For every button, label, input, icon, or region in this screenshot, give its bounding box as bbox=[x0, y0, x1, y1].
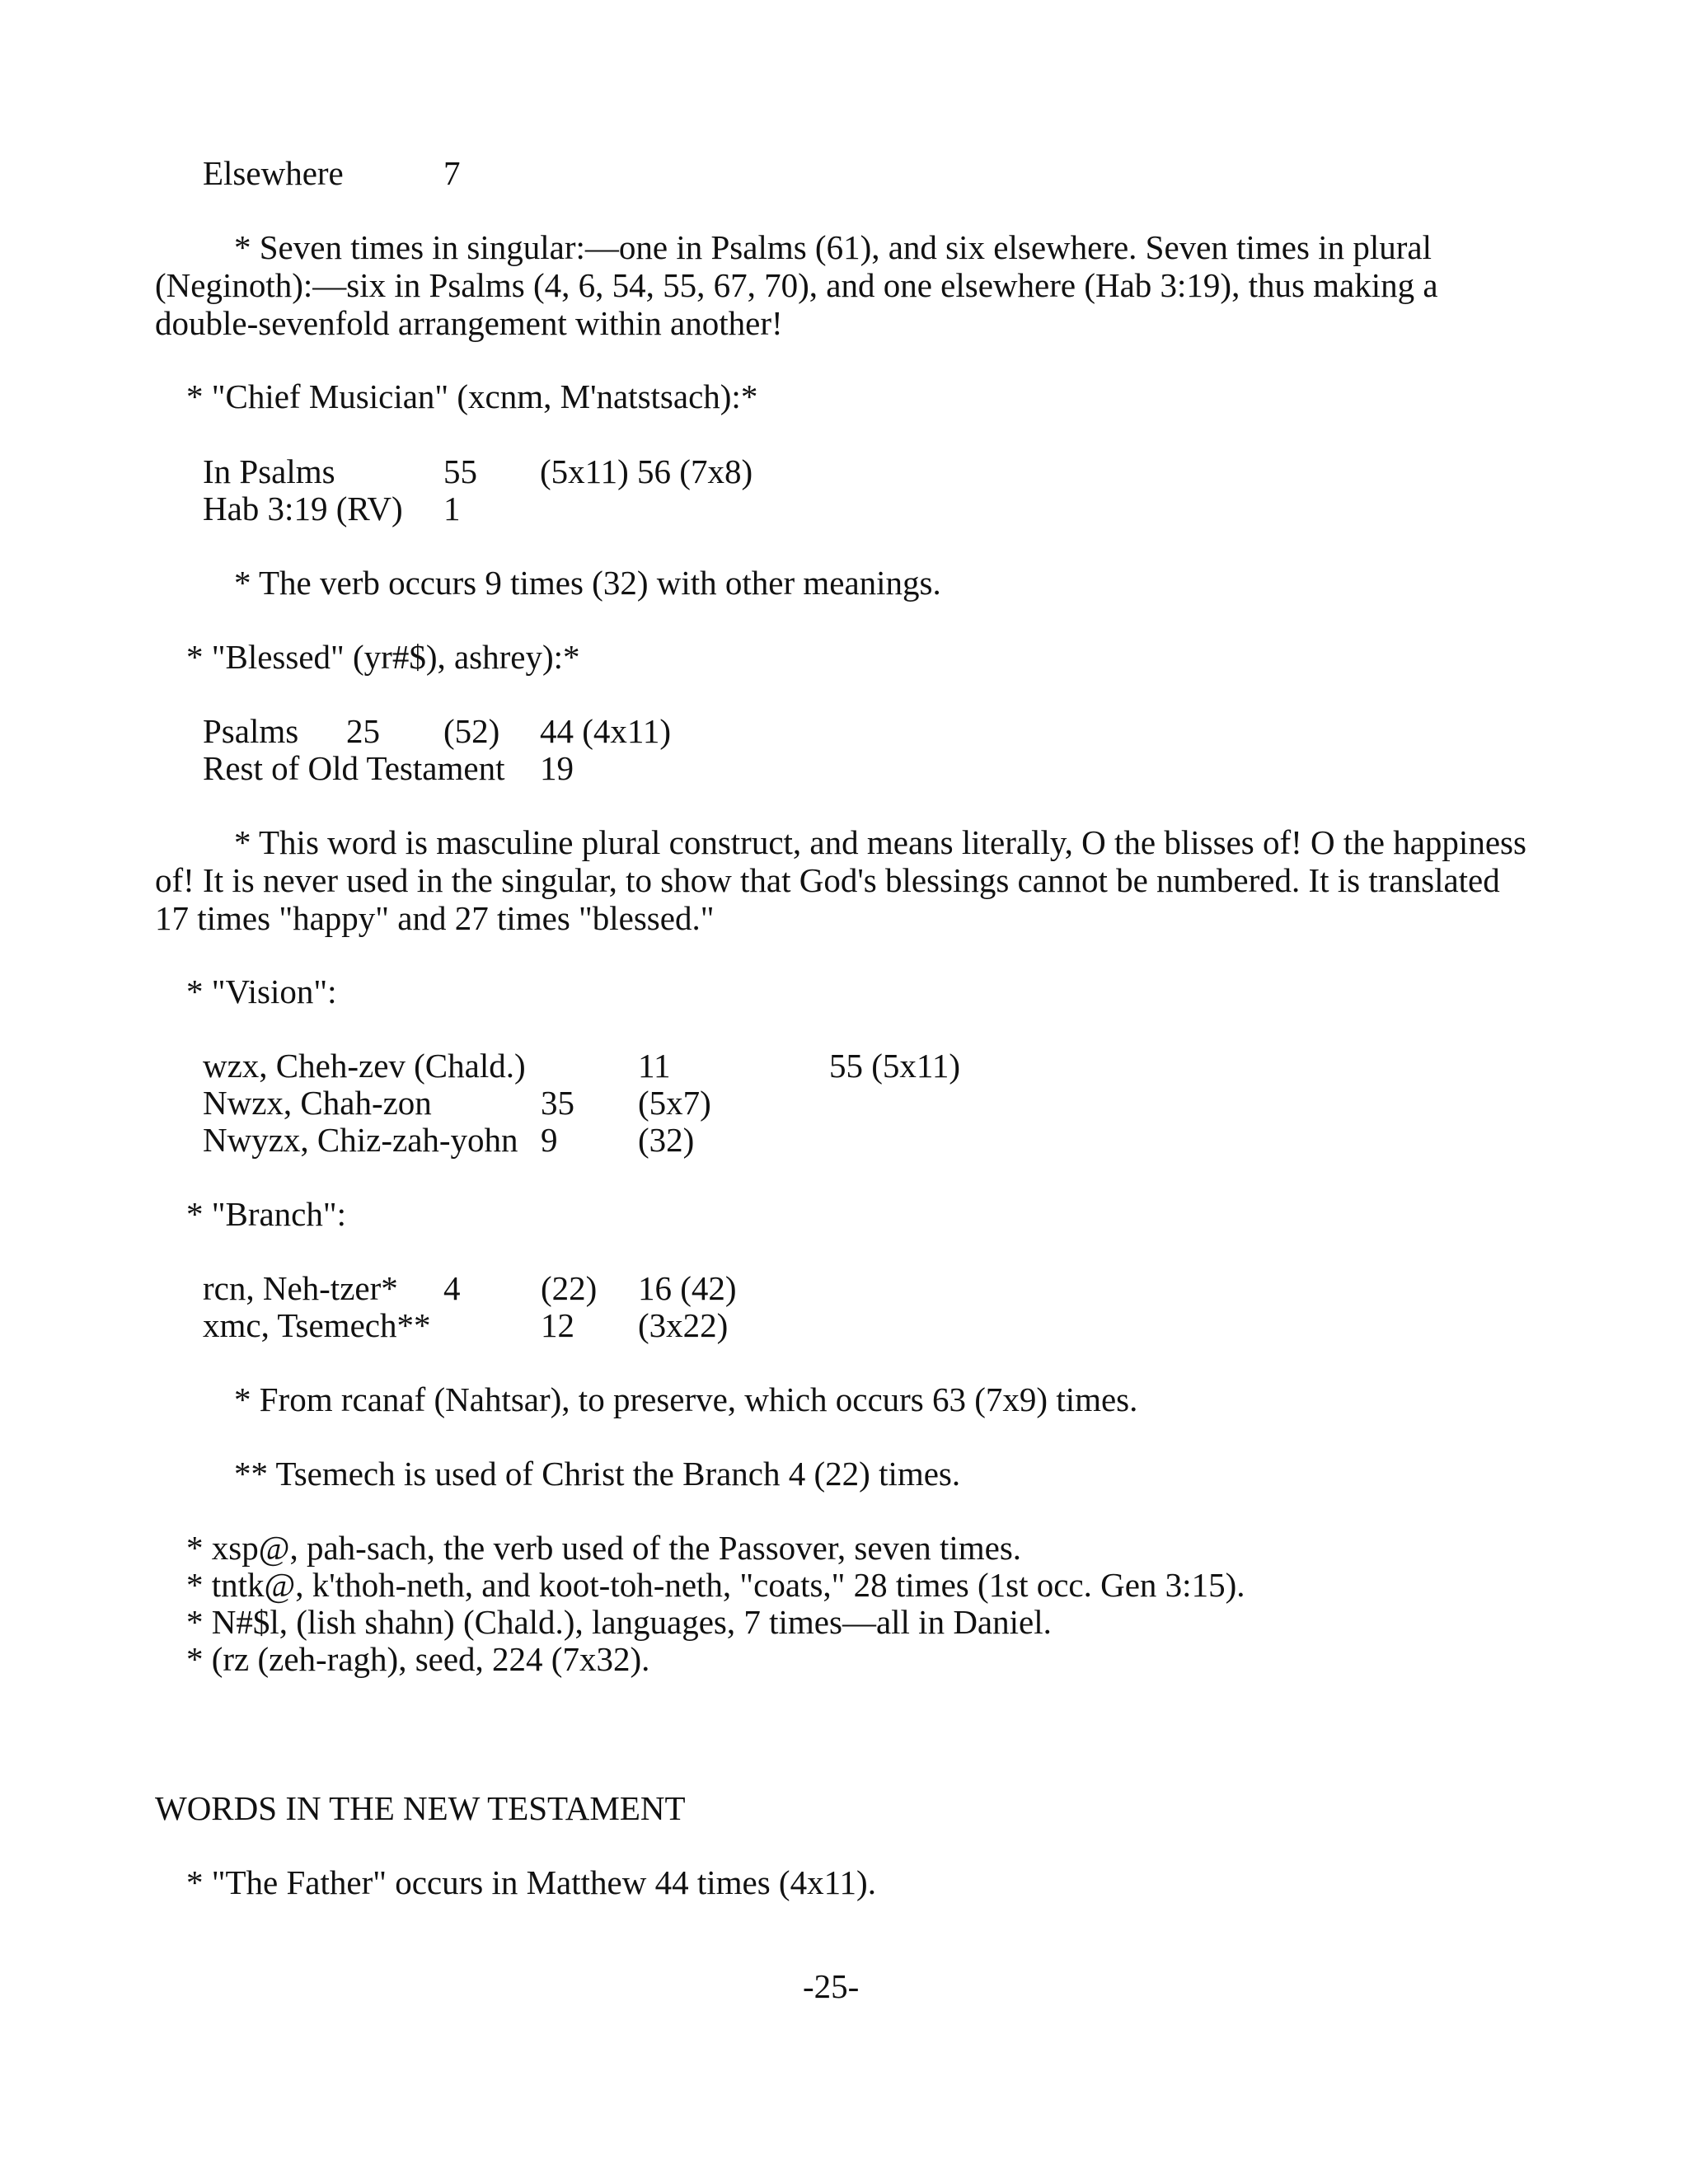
chief-musician-row1-label: In Psalms bbox=[203, 452, 335, 490]
branch-row2-label: xmc, Tsemech** bbox=[203, 1306, 431, 1344]
branch-row1-total: 16 (42) bbox=[638, 1269, 737, 1307]
blessed-note-text: * This word is masculine plural construct, and means literally, O the blisses of! O the happiness of! It is never used in the singular, to show that God's blessings cannot be numbered. It is translated 17 times "happy" and 27 times "blessed." bbox=[155, 823, 1526, 937]
vision-row3-factor: (32) bbox=[638, 1121, 695, 1159]
blessed-row1-label: Psalms bbox=[203, 712, 299, 750]
blessed-row1-total: 44 (4x11) bbox=[540, 712, 672, 750]
blessed-note bbox=[155, 823, 1540, 937]
blessed-row1-factor: (52) bbox=[443, 712, 500, 750]
elsewhere-label: Elsewhere bbox=[203, 154, 344, 192]
misc-item: * (rz (zeh-ragh), seed, 224 (7x32). bbox=[186, 1640, 650, 1678]
vision-row3-label: Nwyzx, Chiz-zah-yohn bbox=[203, 1121, 518, 1159]
vision-row1-label: wzx, Cheh-zev (Chald.) bbox=[203, 1047, 526, 1085]
neginoth-note-text: * Seven times in singular:—one in Psalms (61), and six elsewhere. Seven times in plural (Neginoth):—six in Psalms (4, 6, 54, 55, 67, 70), and one elsewhere (Hab 3:19), thus making a double-sevenfold arrangement within another! bbox=[155, 228, 1438, 342]
page-number: -25- bbox=[803, 1967, 860, 2005]
elsewhere-value: 7 bbox=[443, 154, 461, 192]
chief-musician-note: * The verb occurs 9 times (32) with other meanings. bbox=[234, 564, 941, 602]
vision-row1-count: 11 bbox=[638, 1047, 671, 1085]
blessed-row2-label: Rest of Old Testament bbox=[203, 749, 505, 787]
blessed-row1-count: 25 bbox=[346, 712, 380, 750]
father-note: * "The Father" occurs in Matthew 44 times (4x11). bbox=[186, 1863, 876, 1901]
branch-row2-count: 12 bbox=[541, 1306, 574, 1344]
vision-row2-factor: (5x7) bbox=[638, 1084, 711, 1122]
blessed-heading: * "Blessed" (yr#$), ashrey):* bbox=[186, 638, 580, 676]
chief-musician-heading: * "Chief Musician" (xcnm, M'natstsach):* bbox=[186, 377, 758, 415]
vision-row1-total: 55 (5x11) bbox=[829, 1047, 961, 1085]
branch-row1-factor: (22) bbox=[541, 1269, 598, 1307]
chief-musician-row2-label: Hab 3:19 (RV) bbox=[203, 490, 403, 527]
misc-item: * tntk@, k'thoh-neth, and koot-toh-neth, "coats," 28 times (1st occ. Gen 3:15). bbox=[186, 1566, 1245, 1604]
misc-item: * N#$l, (lish shahn) (Chald.), languages, 7 times—all in Daniel. bbox=[186, 1603, 1052, 1641]
nt-heading: WORDS IN THE NEW TESTAMENT bbox=[155, 1789, 686, 1827]
neginoth-note bbox=[155, 228, 1540, 342]
blessed-row2-count: 19 bbox=[540, 749, 574, 787]
branch-row2-factor: (3x22) bbox=[638, 1306, 729, 1344]
branch-note1: * From rcanaf (Nahtsar), to preserve, which occurs 63 (7x9) times. bbox=[234, 1380, 1138, 1418]
misc-item: * xsp@, pah-sach, the verb used of the Passover, seven times. bbox=[186, 1529, 1022, 1567]
branch-row1-label: rcn, Neh-tzer* bbox=[203, 1269, 398, 1307]
vision-row2-count: 35 bbox=[541, 1084, 574, 1122]
chief-musician-row1-count: 55 bbox=[443, 452, 477, 490]
branch-heading: * "Branch": bbox=[186, 1195, 347, 1233]
vision-row3-count: 9 bbox=[541, 1121, 558, 1159]
vision-heading: * "Vision": bbox=[186, 972, 337, 1010]
vision-row2-label: Nwzx, Chah-zon bbox=[203, 1084, 432, 1122]
branch-note2: ** Tsemech is used of Christ the Branch 4 (22) times. bbox=[234, 1455, 961, 1493]
chief-musician-row1-extra: (5x11) 56 (7x8) bbox=[540, 452, 753, 490]
branch-row1-count: 4 bbox=[443, 1269, 461, 1307]
chief-musician-row2-count: 1 bbox=[443, 490, 461, 527]
